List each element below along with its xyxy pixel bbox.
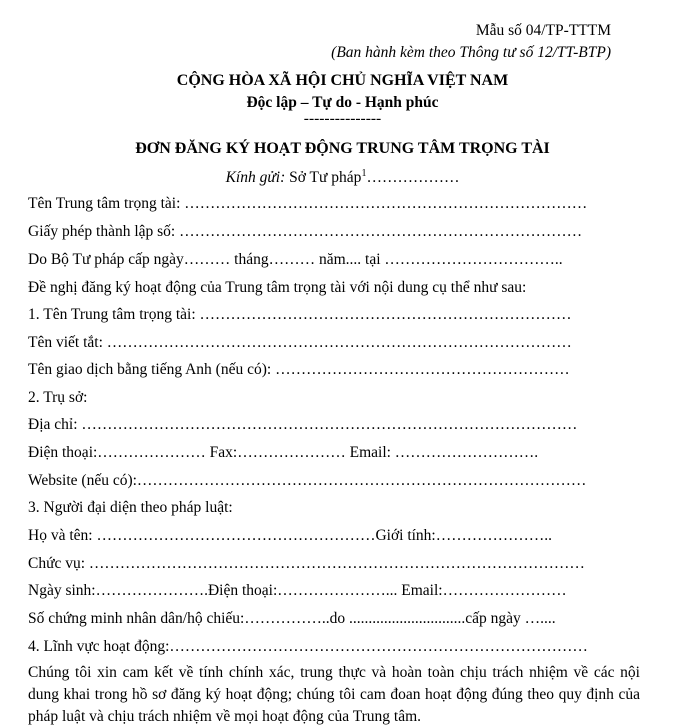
- field-issued-by-ministry: Do Bộ Tư pháp cấp ngày……… tháng……… năm.... tại ……………………………..: [28, 251, 563, 268]
- form-number: Mẫu số 04/TP-TTTM: [475, 22, 611, 39]
- field-id-card: Số chứng minh nhân dân/hộ chiếu:……………..do ..............................cấp ngày …....: [28, 610, 556, 627]
- field-address: Địa chỉ: ……………………………………………………………………………………: [28, 416, 578, 433]
- field-position: Chức vụ: ……………………………………………………………………………………: [28, 555, 585, 572]
- country-name: CỘNG HÒA XÃ HỘI CHỦ NGHĨA VIỆT NAM: [176, 72, 509, 89]
- recipient-label: Kính gửi:: [225, 169, 286, 187]
- issued-with-note: (Ban hành kèm theo Thông tư số 12/TT-BTP): [331, 44, 611, 61]
- field-website: Website (nếu có):……………………………………………………………………………: [28, 472, 587, 489]
- national-motto: Độc lập – Tự do - Hạnh phúc: [246, 94, 439, 111]
- field-birth-phone-email: Ngày sinh:………………….Điện thoại:…………………... Email:……………………: [28, 582, 567, 599]
- request-intro: Đề nghị đăng ký hoạt động của Trung tâm trọng tài với nội dung cụ thể như sau:: [28, 279, 527, 296]
- field-center-name: 1. Tên Trung tâm trọng tài: ………………………………………………………………: [28, 306, 572, 323]
- field-establishment-license-no: Giấy phép thành lập số: ……………………………………………………………………: [28, 223, 583, 240]
- recipient-dots: ………………: [366, 169, 460, 187]
- field-phone-fax-email: Điện thoại:………………… Fax:………………… Email: ……………………….: [28, 444, 539, 461]
- recipient-line: [0, 168, 685, 187]
- field-full-name-gender: Họ và tên: ………………………………………………Giới tính:…………………..: [28, 527, 552, 544]
- section-head-office: 2. Trụ sở:: [28, 389, 88, 406]
- footnote-marker: 1: [361, 168, 367, 179]
- section-field-of-activity: 4. Lĩnh vực hoạt động:………………………………………………………………………: [28, 638, 588, 655]
- recipient-name: Sở Tư pháp: [285, 169, 362, 187]
- header-divider: ---------------: [303, 110, 382, 127]
- section-legal-representative: 3. Người đại diện theo pháp luật:: [28, 499, 233, 516]
- field-arbitration-center-name: Tên Trung tâm trọng tài: ……………………………………………………………………: [28, 195, 588, 212]
- document-title: ĐƠN ĐĂNG KÝ HOẠT ĐỘNG TRUNG TÂM TRỌNG TÀI: [135, 140, 550, 157]
- commitment-paragraph: Chúng tôi xin cam kết về tính chính xác, trung thực và hoàn toàn chịu trách nhiệm về các nội dung khai trong hồ sơ đăng ký hoạt động; chúng tôi cam đoan hoạt động đúng theo quy định của pháp luật và chịu trách nhiệm về mọi hoạt động của Trung tâm.: [28, 664, 640, 725]
- field-abbreviated-name: Tên viết tắt: ………………………………………………………………………………: [28, 334, 572, 351]
- field-english-name: Tên giao dịch bằng tiếng Anh (nếu có): …………………………………………………: [28, 361, 570, 378]
